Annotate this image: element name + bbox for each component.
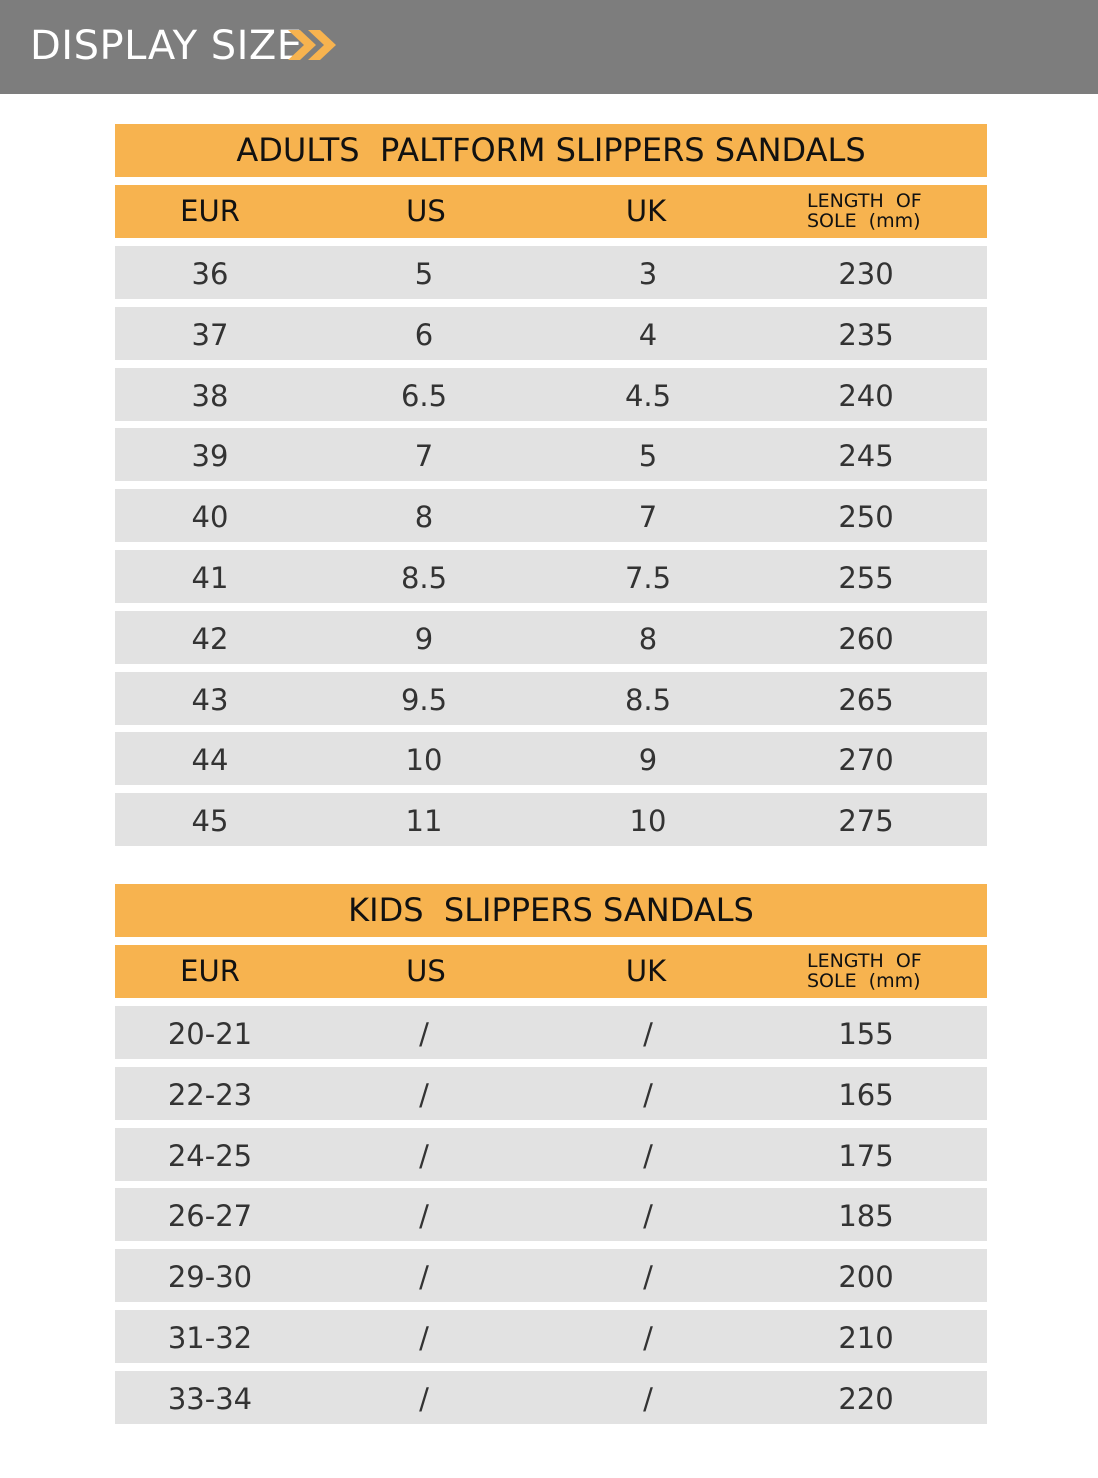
table-row: [115, 672, 987, 725]
cell-sole-length: 260: [838, 621, 894, 656]
table-row: [115, 368, 987, 421]
cell-sole-length: 230: [838, 257, 894, 291]
column-header-sole-length-line2: SOLE (mm): [807, 210, 921, 232]
cell-eur: 37: [191, 317, 229, 352]
cell-uk: 10: [629, 804, 667, 839]
cell-sole-length: 240: [838, 378, 894, 413]
table-row: [115, 246, 987, 299]
cell-uk: 7.5: [624, 561, 672, 595]
table-row: [115, 307, 987, 360]
column-header-uk: UK: [625, 194, 667, 228]
column-header-us: US: [406, 194, 446, 228]
table-row: [115, 611, 987, 664]
column-header-sole-length-line1: LENGTH OF: [807, 950, 922, 972]
column-header-eur: EUR: [180, 954, 240, 988]
cell-us: 9.5: [400, 682, 448, 717]
table-row: [115, 1067, 987, 1120]
cell-us: 9: [414, 621, 434, 656]
cell-sole-length: 250: [838, 500, 894, 535]
cell-us: 8: [414, 500, 434, 535]
cell-eur: 33-34: [167, 1381, 253, 1416]
cell-eur: 44: [191, 743, 229, 778]
column-header-sole-length: [807, 951, 957, 995]
table-row: [115, 489, 987, 542]
cell-sole-length: 275: [838, 804, 894, 839]
table-row: [115, 1006, 987, 1059]
table-title: ADULTS PALTFORM SLIPPERS SANDALS: [236, 131, 866, 169]
cell-us: /: [419, 1381, 429, 1416]
table-header-row: [115, 945, 987, 998]
cell-us: 10: [405, 743, 443, 778]
cell-uk: /: [643, 1260, 653, 1295]
table-title-bar: [115, 884, 987, 937]
cell-uk: /: [643, 1321, 653, 1355]
cell-uk: 7: [638, 500, 658, 535]
table-title-bar: [115, 124, 987, 177]
cell-sole-length: 255: [838, 561, 894, 595]
cell-us: /: [419, 1017, 429, 1051]
cell-eur: 43: [191, 682, 229, 717]
cell-uk: /: [643, 1138, 653, 1173]
cell-us: 6: [414, 317, 434, 352]
cell-uk: 5: [638, 439, 658, 474]
cell-eur: 24-25: [167, 1138, 253, 1173]
cell-us: /: [419, 1321, 429, 1355]
cell-uk: 3: [638, 257, 658, 291]
cell-eur: 36: [191, 257, 229, 291]
cell-eur: 22-23: [167, 1077, 253, 1112]
cell-uk: /: [643, 1381, 653, 1416]
cell-sole-length: 155: [838, 1017, 894, 1051]
cell-sole-length: 235: [838, 317, 894, 352]
table-row: [115, 732, 987, 785]
cell-uk: 4.5: [624, 378, 672, 413]
table-header-row: [115, 185, 987, 238]
table-row: [115, 550, 987, 603]
cell-sole-length: 165: [838, 1077, 894, 1112]
cell-us: /: [419, 1138, 429, 1173]
cell-eur: 39: [191, 439, 229, 474]
double-chevron-right-icon: [286, 28, 342, 62]
cell-uk: 9: [638, 743, 658, 778]
cell-us: 6.5: [400, 378, 448, 413]
table-row: [115, 1371, 987, 1424]
cell-us: /: [419, 1199, 429, 1234]
cell-eur: 42: [191, 621, 229, 656]
cell-us: 8.5: [400, 561, 448, 595]
table-title: KIDS SLIPPERS SANDALS: [348, 891, 754, 929]
cell-sole-length: 220: [838, 1381, 894, 1416]
cell-uk: /: [643, 1077, 653, 1112]
cell-uk: 8: [638, 621, 658, 656]
cell-eur: 26-27: [167, 1199, 253, 1234]
cell-eur: 38: [191, 378, 229, 413]
cell-us: /: [419, 1077, 429, 1112]
cell-sole-length: 185: [838, 1199, 894, 1234]
cell-uk: 8.5: [624, 682, 672, 717]
cell-sole-length: 270: [838, 743, 894, 778]
cell-uk: /: [643, 1017, 653, 1051]
cell-eur: 40: [191, 500, 229, 535]
table-row: [115, 1310, 987, 1363]
column-header-sole-length-line2: SOLE (mm): [807, 970, 921, 992]
cell-sole-length: 175: [838, 1138, 894, 1173]
column-header-sole-length-line1: LENGTH OF: [807, 190, 922, 212]
column-header-uk: UK: [625, 954, 667, 988]
table-row: [115, 428, 987, 481]
page-title: DISPLAY SIZE: [30, 23, 303, 69]
table-row: [115, 1249, 987, 1302]
cell-eur: 29-30: [167, 1260, 253, 1295]
column-header-eur: EUR: [180, 194, 240, 228]
table-row: [115, 1128, 987, 1181]
cell-us: /: [419, 1260, 429, 1295]
cell-sole-length: 265: [838, 682, 894, 717]
cell-us: 11: [405, 804, 443, 839]
cell-sole-length: 245: [838, 439, 894, 474]
cell-uk: 4: [638, 317, 658, 352]
page-header: [0, 0, 1098, 94]
cell-sole-length: 200: [838, 1260, 894, 1295]
cell-uk: /: [643, 1199, 653, 1234]
column-header-us: US: [406, 954, 446, 988]
cell-eur: 41: [191, 561, 229, 595]
column-header-sole-length: [807, 191, 957, 235]
cell-sole-length: 210: [838, 1321, 894, 1355]
cell-eur: 31-32: [167, 1321, 253, 1355]
cell-us: 5: [414, 257, 434, 291]
cell-eur: 20-21: [167, 1017, 253, 1051]
cell-eur: 45: [191, 804, 229, 839]
table-row: [115, 1188, 987, 1241]
cell-us: 7: [414, 439, 434, 474]
table-row: [115, 793, 987, 846]
